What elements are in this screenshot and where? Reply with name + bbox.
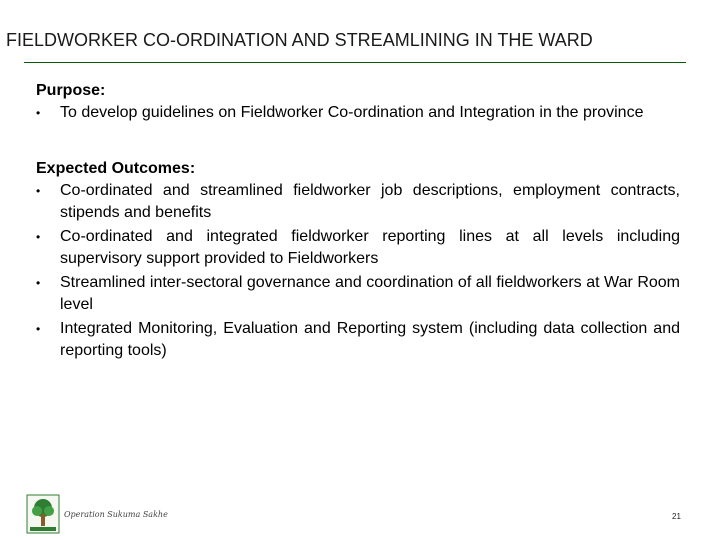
tree-logo-icon (26, 494, 60, 534)
purpose-list (36, 102, 680, 124)
purpose-heading: Purpose: (36, 82, 106, 99)
title-divider (24, 62, 686, 63)
organisation-name: Operation Sukuma Sakhe (64, 510, 168, 519)
slide-title: FIELDWORKER CO-ORDINATION AND STREAMLINING IN THE WARD (6, 30, 593, 50)
slide-body (36, 80, 680, 364)
page-number: 21 (672, 512, 681, 521)
outcome-item: • Co-ordinated and integrated fieldworker reporting lines at all levels including supervisory support provided to Fieldworkers (36, 226, 680, 270)
outcome-item: • Streamlined inter-sectoral governance and coordination of all fieldworkers at War Room level (36, 272, 680, 316)
outcome-item: • Co-ordinated and streamlined fieldworker job descriptions, employment contracts, stipends and benefits (36, 180, 680, 224)
outcomes-list (36, 180, 680, 362)
purpose-item: • To develop guidelines on Fieldworker Co-ordination and Integration in the province (36, 102, 680, 124)
outcomes-heading: Expected Outcomes: (36, 160, 196, 177)
outcome-item: • Integrated Monitoring, Evaluation and Reporting system (including data collection and reporting tools) (36, 318, 680, 362)
